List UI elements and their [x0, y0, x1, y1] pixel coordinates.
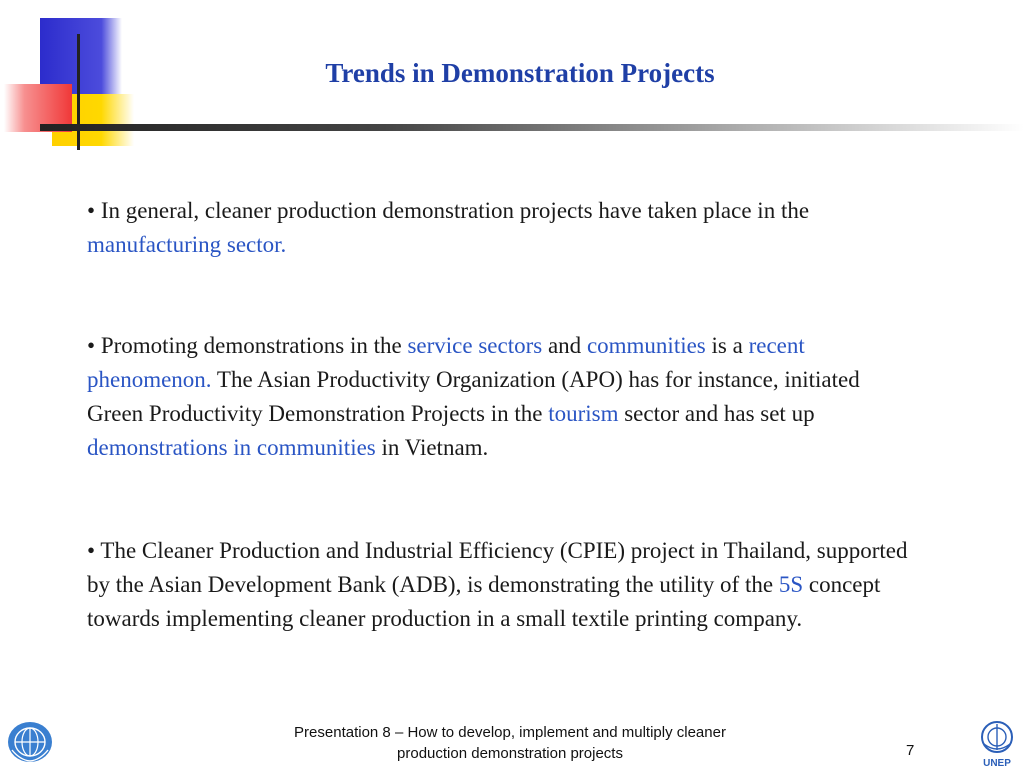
unep-logo-label: UNEP: [983, 758, 1011, 768]
footer-line-2: production demonstration projects: [397, 745, 623, 762]
bullet-marker: •: [87, 333, 96, 358]
bullet-paragraph-1: • In general, cleaner production demonstration projects have taken place in the manufacturing sector.: [87, 198, 810, 257]
bullet-paragraph-3: • The Cleaner Production and Industrial Efficiency (CPIE) project in Thailand, supported by the Asian Development Bank (ADB), is demonstrating the utility of the 5S concept towards implementing cleaner production in a small textile printing company.: [87, 538, 908, 631]
footer-caption: [230, 722, 790, 764]
highlight-text: manufacturing sector.: [87, 232, 287, 257]
corner-blue-square: [40, 18, 122, 94]
slide-title: Trends in Demonstration Projects: [325, 58, 715, 88]
unep-logo-icon: [972, 720, 1022, 768]
highlight-text: 5S: [778, 572, 804, 597]
corner-decoration: [0, 0, 140, 160]
highlight-text: tourism: [548, 401, 619, 426]
highlight-text: service sectors: [407, 333, 543, 358]
highlight-text: recent phenomenon.: [87, 333, 805, 392]
page-number: 7: [906, 742, 915, 759]
bullet-paragraph-2: • Promoting demonstrations in the service sectors and communities is a recent phenomenon. The Asian Productivity Organization (APO) has for instance, initiated Green Productivity Demonstration Projects in the tourism sector and has set up demonstrations in communities in Vietnam.: [87, 333, 860, 460]
highlight-text: demonstrations in communities: [87, 435, 376, 460]
unido-logo-icon: [6, 720, 54, 764]
title-divider: [40, 124, 1024, 131]
bullet-marker: •: [87, 538, 96, 563]
corner-vertical-line: [77, 34, 80, 150]
bullet-marker: •: [87, 198, 96, 223]
footer-line-1: Presentation 8 – How to develop, implement and multiply cleaner: [294, 724, 726, 741]
highlight-text: communities: [586, 333, 706, 358]
